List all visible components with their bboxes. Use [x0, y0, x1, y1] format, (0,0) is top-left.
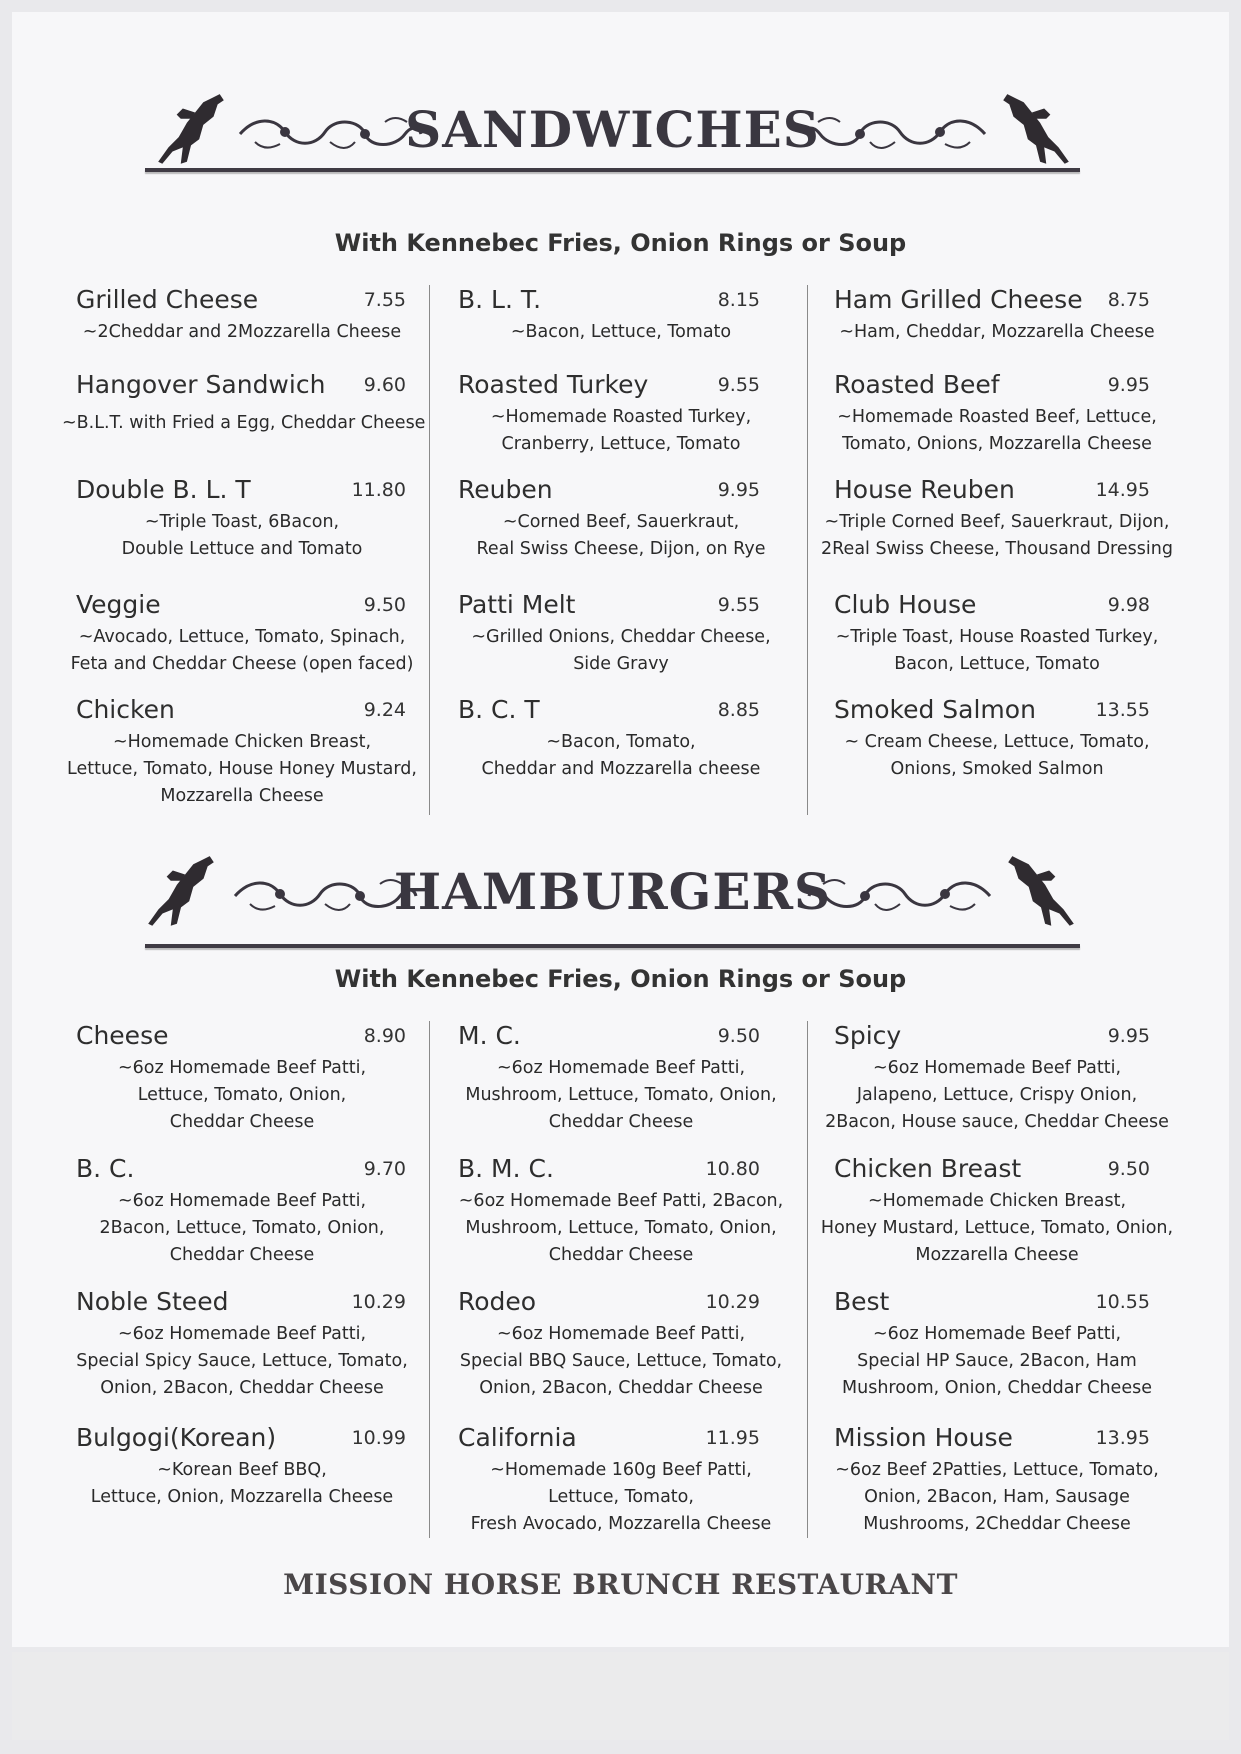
menu-item-price: 9.95 [1107, 1025, 1150, 1047]
description-line: Cheddar Cheese [548, 1245, 694, 1265]
menu-item-description [814, 1321, 1180, 1402]
menu-item-name: Spicy [834, 1021, 902, 1050]
menu-item-price: 9.70 [363, 1158, 406, 1180]
description-line: Lettuce, Tomato, [548, 1487, 694, 1507]
menu-item-price: 14.95 [1095, 479, 1150, 501]
column-divider [429, 1021, 430, 1538]
menu-item-name: Patti Melt [458, 590, 576, 619]
menu-item-name: Noble Steed [76, 1287, 229, 1316]
rearing-horse-icon [995, 90, 1077, 172]
menu-item-name: M. C. [458, 1021, 521, 1050]
description-line: ~Triple Corned Beef, Sauerkraut, Dijon, [824, 512, 1170, 532]
menu-item-name: Reuben [458, 475, 553, 504]
description-line: ~6oz Homemade Beef Patti, [117, 1324, 367, 1344]
menu-item-name: Chicken Breast [834, 1154, 1022, 1183]
restaurant-name-footer: MISSION HORSE BRUNCH RESTAURANT [283, 1568, 958, 1601]
sandwiches-header [140, 90, 1085, 190]
description-line: ~Corned Beef, Sauerkraut, [502, 512, 740, 532]
description-line: ~Grilled Onions, Cheddar Cheese, [471, 627, 771, 647]
description-line: Mushroom, Lettuce, Tomato, Onion, [465, 1085, 777, 1105]
menu-item-description [814, 1188, 1180, 1269]
description-line: Honey Mustard, Lettuce, Tomato, Onion, [820, 1218, 1174, 1238]
menu-item-description [62, 624, 422, 678]
description-line: Onion, 2Bacon, Cheddar Cheese [479, 1378, 763, 1398]
description-line: ~6oz Homemade Beef Patti, [872, 1058, 1122, 1078]
menu-item-description [442, 1188, 800, 1269]
menu-item [62, 370, 426, 470]
menu-item-description [442, 1321, 800, 1402]
menu-item [62, 1021, 422, 1132]
description-line: ~B.L.T. with Fried a Egg, Cheddar Cheese [62, 413, 426, 433]
menu-item-name: B. M. C. [458, 1154, 554, 1183]
description-line: ~6oz Homemade Beef Patti, [117, 1191, 367, 1211]
menu-item [442, 590, 800, 690]
description-line: Lettuce, Tomato, House Honey Mustard, [67, 759, 417, 779]
menu-item-description [62, 1321, 422, 1402]
description-line: ~Homemade Roasted Turkey, [490, 407, 752, 427]
menu-item [814, 1021, 1180, 1132]
description-line: Mushroom, Onion, Cheddar Cheese [842, 1378, 1152, 1398]
header-rule [145, 168, 1080, 172]
scan-bottom-band [12, 1652, 1229, 1740]
description-line: Jalapeno, Lettuce, Crispy Onion, [856, 1085, 1138, 1105]
description-line: ~Homemade Chicken Breast, [867, 1191, 1127, 1211]
description-line: ~Bacon, Lettuce, Tomato [510, 322, 732, 342]
menu-item-description [814, 319, 1180, 346]
menu-item [62, 590, 422, 690]
menu-item [62, 1287, 422, 1398]
menu-item-name: Hangover Sandwich [76, 370, 326, 399]
description-line: Mushrooms, 2Cheddar Cheese [863, 1514, 1131, 1534]
menu-item-price: 9.98 [1107, 594, 1150, 616]
menu-item-name: Chicken [76, 695, 175, 724]
ornamental-scroll-icon [805, 874, 995, 918]
menu-item-name: Double B. L. T [76, 475, 251, 504]
menu-item [442, 695, 800, 795]
menu-item-name: House Reuben [834, 475, 1015, 504]
menu-item-name: B. L. T. [458, 285, 542, 314]
rearing-horse-icon [1000, 852, 1082, 934]
menu-item-price: 9.95 [717, 479, 760, 501]
description-line: 2Real Swiss Cheese, Thousand Dressing [821, 539, 1173, 559]
menu-item-price: 13.55 [1095, 699, 1150, 721]
menu-item-price: 9.55 [717, 374, 760, 396]
description-line: ~ Cream Cheese, Lettuce, Tomato, [844, 732, 1150, 752]
menu-item-name: Veggie [76, 590, 161, 619]
menu-item [62, 695, 422, 806]
menu-item-price: 9.50 [1107, 1158, 1150, 1180]
menu-item [442, 1423, 800, 1534]
menu-item-price: 7.55 [363, 289, 406, 311]
menu-item-price: 11.95 [705, 1427, 760, 1449]
description-line: Tomato, Onions, Mozzarella Cheese [842, 434, 1152, 454]
column-divider [807, 285, 808, 815]
menu-item-name: Rodeo [458, 1287, 537, 1316]
menu-item-description [62, 1188, 422, 1269]
menu-item-price: 8.85 [717, 699, 760, 721]
description-line: Double Lettuce and Tomato [121, 539, 363, 559]
description-line: 2Bacon, Lettuce, Tomato, Onion, [99, 1218, 385, 1238]
menu-item-name: Smoked Salmon [834, 695, 1036, 724]
description-line: Fresh Avocado, Mozzarella Cheese [470, 1514, 772, 1534]
menu-item [814, 370, 1180, 470]
menu-item-description [814, 624, 1180, 678]
description-line: Lettuce, Onion, Mozzarella Cheese [90, 1487, 394, 1507]
description-line: ~Triple Toast, 6Bacon, [144, 512, 340, 532]
description-line: Mozzarella Cheese [160, 786, 324, 806]
description-line: ~Homemade 160g Beef Patti, [490, 1460, 752, 1480]
description-line: Cheddar Cheese [169, 1245, 315, 1265]
description-line: ~6oz Homemade Beef Patti, [872, 1324, 1122, 1344]
menu-item-description [814, 509, 1180, 563]
menu-item-price: 10.99 [351, 1427, 406, 1449]
menu-item-name: California [458, 1423, 577, 1452]
menu-item-name: Ham Grilled Cheese [834, 285, 1083, 314]
menu-item-price: 8.90 [363, 1025, 406, 1047]
description-line: ~6oz Homemade Beef Patti, 2Bacon, [458, 1191, 784, 1211]
menu-item [442, 370, 800, 470]
description-line: ~6oz Homemade Beef Patti, [117, 1058, 367, 1078]
menu-item-description [442, 1457, 800, 1538]
menu-item-description [814, 1457, 1180, 1538]
menu-item-name: Roasted Beef [834, 370, 1000, 399]
description-line: ~6oz Beef 2Patties, Lettuce, Tomato, [835, 1460, 1159, 1480]
menu-item-price: 8.15 [717, 289, 760, 311]
column-divider [807, 1021, 808, 1538]
menu-item-description [62, 1457, 422, 1511]
menu-item-price: 10.29 [705, 1291, 760, 1313]
menu-item [62, 1423, 422, 1523]
menu-item-description [814, 729, 1180, 783]
description-line: Special Spicy Sauce, Lettuce, Tomato, [76, 1351, 408, 1371]
menu-item-description [62, 509, 422, 563]
menu-item [814, 475, 1180, 575]
description-line: Side Gravy [573, 654, 669, 674]
menu-item-description [442, 509, 800, 563]
menu-item-description [442, 1055, 800, 1136]
menu-item [814, 1154, 1180, 1265]
sandwiches-subtitle: With Kennebec Fries, Onion Rings or Soup [334, 229, 907, 257]
description-line: Special HP Sauce, 2Bacon, Ham [857, 1351, 1137, 1371]
menu-item-name: Bulgogi(Korean) [76, 1423, 277, 1452]
menu-item-price: 8.75 [1107, 289, 1150, 311]
description-line: Onions, Smoked Salmon [890, 759, 1104, 779]
menu-item-name: Mission House [834, 1423, 1013, 1452]
menu-item-description [814, 404, 1180, 458]
description-line: ~2Cheddar and 2Mozzarella Cheese [82, 322, 402, 342]
menu-item [814, 695, 1180, 795]
column-divider [429, 285, 430, 815]
menu-item-description [442, 404, 800, 458]
menu-item-price: 9.55 [717, 594, 760, 616]
description-line: ~6oz Homemade Beef Patti, [496, 1058, 746, 1078]
menu-item-price: 9.95 [1107, 374, 1150, 396]
menu-item [442, 1287, 800, 1398]
menu-item-description [814, 1055, 1180, 1136]
description-line: Mushroom, Lettuce, Tomato, Onion, [465, 1218, 777, 1238]
header-rule [145, 944, 1080, 948]
menu-item-price: 10.29 [351, 1291, 406, 1313]
menu-item [442, 1154, 800, 1265]
hamburgers-header [140, 852, 1085, 952]
menu-item-price: 10.55 [1095, 1291, 1150, 1313]
hamburgers-grid [62, 1021, 1180, 1541]
menu-item-name: B. C. [76, 1154, 135, 1183]
menu-item-price: 13.95 [1095, 1427, 1150, 1449]
description-line: ~Korean Beef BBQ, [157, 1460, 327, 1480]
menu-item [62, 475, 422, 575]
description-line: ~Ham, Cheddar, Mozzarella Cheese [839, 322, 1155, 342]
menu-item [442, 475, 800, 575]
menu-item-description [62, 729, 422, 810]
menu-item [442, 1021, 800, 1132]
menu-item [814, 1287, 1180, 1398]
description-line: Cranberry, Lettuce, Tomato [501, 434, 741, 454]
menu-item-price: 9.24 [363, 699, 406, 721]
description-line: ~Triple Toast, House Roasted Turkey, [835, 627, 1159, 647]
description-line: Cheddar and Mozzarella cheese [481, 759, 761, 779]
sandwiches-grid [62, 285, 1180, 805]
menu-item-description [62, 1055, 422, 1136]
menu-item-name: Grilled Cheese [76, 285, 259, 314]
menu-item-description [442, 624, 800, 678]
menu-item-name: Cheese [76, 1021, 169, 1050]
menu-item [62, 1154, 422, 1265]
menu-item-price: 9.60 [363, 374, 406, 396]
menu-item-description [442, 729, 800, 783]
description-line: ~Avocado, Lettuce, Tomato, Spinach, [78, 627, 406, 647]
description-line: Cheddar Cheese [548, 1112, 694, 1132]
description-line: Lettuce, Tomato, Onion, [137, 1085, 347, 1105]
description-line: ~Bacon, Tomato, [546, 732, 696, 752]
description-line: Bacon, Lettuce, Tomato [894, 654, 1100, 674]
menu-item-name: B. C. T [458, 695, 540, 724]
menu-item-price: 11.80 [351, 479, 406, 501]
description-line: 2Bacon, House sauce, Cheddar Cheese [825, 1112, 1169, 1132]
menu-item-description [62, 319, 422, 346]
menu-item-price: 9.50 [717, 1025, 760, 1047]
menu-item-description [442, 319, 800, 346]
ornamental-scroll-icon [800, 112, 990, 156]
menu-item-price: 9.50 [363, 594, 406, 616]
description-line: Cheddar Cheese [169, 1112, 315, 1132]
menu-item-name: Best [834, 1287, 890, 1316]
hamburgers-subtitle: With Kennebec Fries, Onion Rings or Soup [334, 965, 907, 993]
menu-item [814, 1423, 1180, 1534]
description-line: Feta and Cheddar Cheese (open faced) [70, 654, 414, 674]
description-line: Mozzarella Cheese [915, 1245, 1079, 1265]
menu-item-price: 10.80 [705, 1158, 760, 1180]
description-line: Onion, 2Bacon, Ham, Sausage [864, 1487, 1130, 1507]
description-line: Onion, 2Bacon, Cheddar Cheese [100, 1378, 384, 1398]
section-title-sandwiches: SANDWICHES [405, 100, 820, 159]
description-line: ~Homemade Chicken Breast, [112, 732, 372, 752]
section-title-hamburgers: HAMBURGERS [393, 862, 832, 921]
description-line: ~6oz Homemade Beef Patti, [496, 1324, 746, 1344]
menu-item-description [62, 410, 426, 437]
description-line: Real Swiss Cheese, Dijon, on Rye [476, 539, 766, 559]
menu-item-name: Roasted Turkey [458, 370, 649, 399]
menu-item [814, 590, 1180, 690]
menu-item-name: Club House [834, 590, 977, 619]
description-line: Special BBQ Sauce, Lettuce, Tomato, [459, 1351, 783, 1371]
description-line: ~Homemade Roasted Beef, Lettuce, [837, 407, 1157, 427]
